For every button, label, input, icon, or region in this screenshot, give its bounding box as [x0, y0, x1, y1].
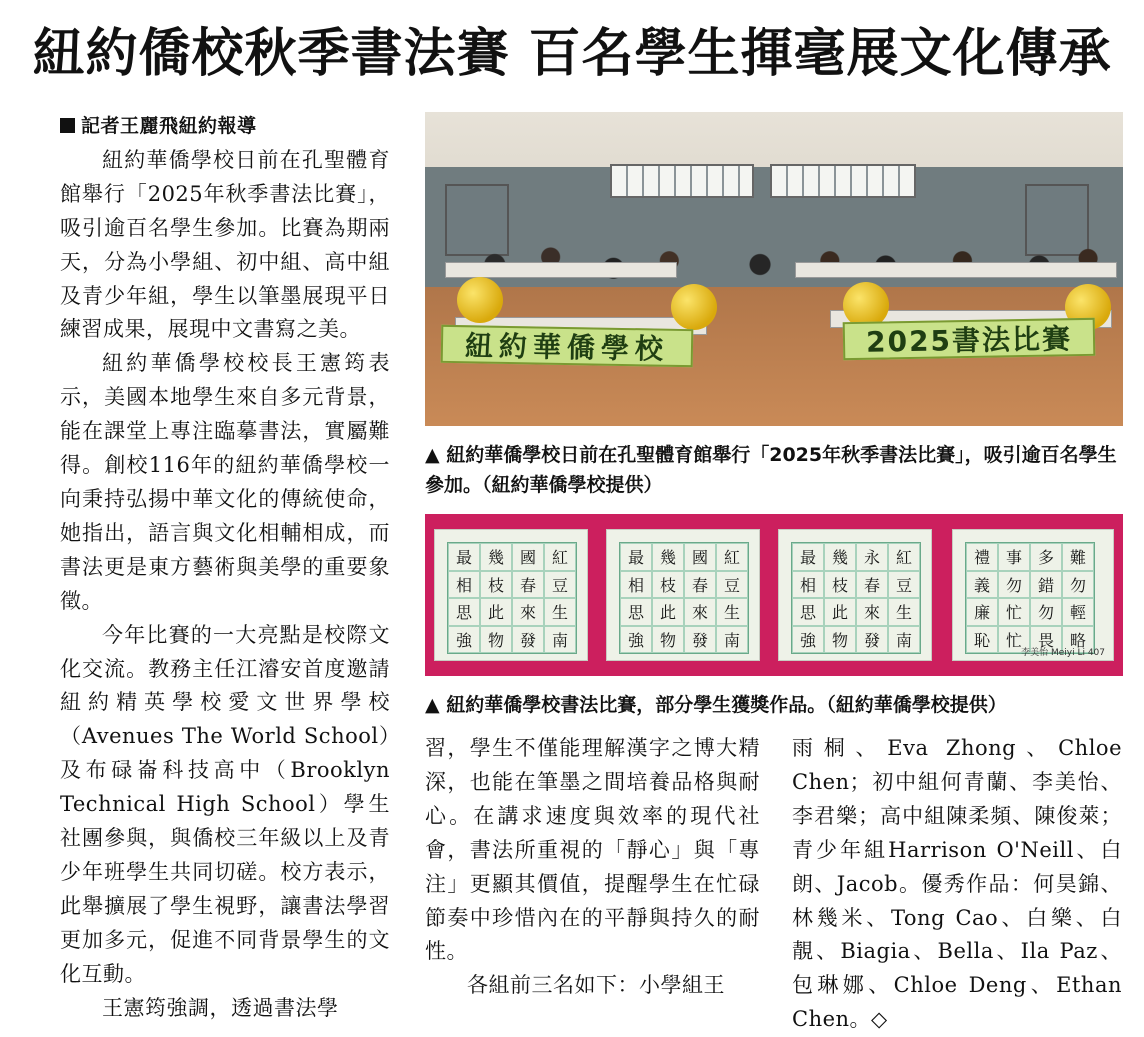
calligraphy-character: 相 — [448, 571, 480, 599]
calligraphy-character: 禮 — [966, 543, 998, 571]
calligraphy-character: 思 — [792, 598, 824, 626]
calligraphy-sheet — [953, 530, 1113, 660]
calligraphy-character: 枝 — [480, 571, 512, 599]
square-bullet-icon — [60, 118, 75, 133]
calligraphy-character: 來 — [856, 598, 888, 626]
calligraphy-character: 豆 — [888, 571, 920, 599]
paragraph: 紐約華僑學校日前在孔聖體育館舉行「2025年秋季書法比賽」，吸引逾百名學生參加。比賽為期兩天，分為小學組、初中組、高中組及青少年組，學生以筆墨展現平日練習成果，展現中文書寫之美。 — [60, 147, 390, 342]
paragraph: 王憲筠強調，透過書法學 — [102, 995, 339, 1020]
calligraphy-sheet — [607, 530, 759, 660]
calligraphy-character: 勿 — [1062, 571, 1094, 599]
calligraphy-character: 最 — [792, 543, 824, 571]
photo2-caption: ▲ 紐約華僑學校書法比賽，部分學生獲獎作品。（紐約華僑學校提供） — [425, 694, 1007, 716]
student-signature: 李美怡 Meiyi Li 407 — [1021, 648, 1105, 658]
calligraphy-character: 國 — [512, 543, 544, 571]
calligraphy-character: 強 — [448, 626, 480, 654]
calligraphy-character: 此 — [652, 598, 684, 626]
calligraphy-sheet — [779, 530, 931, 660]
calligraphy-character: 發 — [856, 626, 888, 654]
calligraphy-character: 紅 — [716, 543, 748, 571]
calligraphy-character: 永 — [856, 543, 888, 571]
calligraphy-works-photo — [425, 514, 1123, 676]
table — [445, 262, 677, 278]
calligraphy-character: 幾 — [824, 543, 856, 571]
calligraphy-character: 發 — [684, 626, 716, 654]
calligraphy-character: 枝 — [652, 571, 684, 599]
calligraphy-character: 強 — [620, 626, 652, 654]
article-column-3 — [792, 732, 1122, 1037]
calligraphy-character: 枝 — [824, 571, 856, 599]
calligraphy-sheet — [435, 530, 587, 660]
calligraphy-character: 物 — [824, 626, 856, 654]
calligraphy-character: 畏 — [1030, 626, 1062, 654]
balloon — [457, 277, 503, 323]
calligraphy-character: 豆 — [544, 571, 576, 599]
calligraphy-character: 南 — [888, 626, 920, 654]
gym-window — [610, 164, 754, 198]
calligraphy-character: 難 — [1062, 543, 1094, 571]
balloon — [671, 284, 717, 330]
calligraphy-character: 思 — [448, 598, 480, 626]
article-column-1 — [60, 110, 390, 1025]
paragraph: 習，學生不僅能理解漢字之博大精深，也能在筆墨之間培養品格與耐心。在講求速度與效率的現代社會，書法所重視的「靜心」與「專注」更顯其價值，提醒學生在忙碌節奏中珍惜內在的平靜與持久的耐性。 — [425, 736, 760, 964]
calligraphy-character: 輕 — [1062, 598, 1094, 626]
calligraphy-character: 義 — [966, 571, 998, 599]
calligraphy-character: 國 — [684, 543, 716, 571]
calligraphy-character: 相 — [620, 571, 652, 599]
calligraphy-character: 廉 — [966, 598, 998, 626]
paragraph: 今年比賽的一大亮點是校際文化交流。教務主任江濬安首度邀請紐約精英學校愛文世界學校（Avenues The World School）及布碌崙科技高中（Brooklyn Technical High School）學生社團參與，與僑校三年級以上及青少年班學生共同切磋。校方表示，此舉擴展了學生視野，讓書法學習更加多元，促進不同背景學生的文化互動。 — [60, 622, 390, 986]
byline-text: 記者王麗飛紐約報導 — [81, 115, 257, 137]
calligraphy-character: 物 — [652, 626, 684, 654]
calligraphy-character: 忙 — [998, 626, 1030, 654]
calligraphy-character: 幾 — [652, 543, 684, 571]
calligraphy-character: 事 — [998, 543, 1030, 571]
photo1-caption: ▲ 紐約華僑學校日前在孔聖體育館舉行「2025年秋季書法比賽」，吸引逾百名學生參加。（紐約華僑學校提供） — [425, 444, 1117, 496]
calligraphy-character: 來 — [684, 598, 716, 626]
headline: 紐約僑校秋季書法賽 百名學生揮毫展文化傳承 — [32, 24, 1112, 84]
calligraphy-character: 此 — [480, 598, 512, 626]
table — [795, 262, 1117, 278]
calligraphy-character: 思 — [620, 598, 652, 626]
calligraphy-character: 紅 — [888, 543, 920, 571]
calligraphy-character: 春 — [856, 571, 888, 599]
calligraphy-character: 豆 — [716, 571, 748, 599]
calligraphy-character: 勿 — [1030, 598, 1062, 626]
gym-window — [770, 164, 916, 198]
calligraphy-character: 生 — [544, 598, 576, 626]
calligraphy-character: 來 — [512, 598, 544, 626]
calligraphy-character: 生 — [716, 598, 748, 626]
calligraphy-character: 忙 — [998, 598, 1030, 626]
calligraphy-character: 春 — [512, 571, 544, 599]
calligraphy-character: 此 — [824, 598, 856, 626]
calligraphy-character: 多 — [1030, 543, 1062, 571]
calligraphy-character: 物 — [480, 626, 512, 654]
calligraphy-character: 幾 — [480, 543, 512, 571]
calligraphy-character: 恥 — [966, 626, 998, 654]
character-grid — [965, 542, 1095, 654]
byline — [60, 110, 390, 144]
calligraphy-character: 南 — [544, 626, 576, 654]
calligraphy-character: 勿 — [998, 571, 1030, 599]
paragraph: 各組前三名如下：小學組王 — [467, 973, 725, 998]
calligraphy-character: 略 — [1062, 626, 1094, 654]
contest-banner: 2025書法比賽 — [843, 318, 1096, 360]
character-grid — [447, 542, 577, 654]
calligraphy-character: 紅 — [544, 543, 576, 571]
character-grid — [619, 542, 749, 654]
calligraphy-character: 錯 — [1030, 571, 1062, 599]
calligraphy-character: 發 — [512, 626, 544, 654]
calligraphy-character: 春 — [684, 571, 716, 599]
calligraphy-character: 最 — [448, 543, 480, 571]
school-banner: 紐約華僑學校 — [441, 325, 694, 367]
character-grid — [791, 542, 921, 654]
article-column-2 — [425, 732, 760, 1003]
gym-contest-photo — [425, 112, 1123, 426]
calligraphy-character: 最 — [620, 543, 652, 571]
paragraph: 紐約華僑學校校長王憲筠表示，美國本地學生來自多元背景，能在課堂上專注臨摹書法，實屬難得。創校116年的紐約華僑學校一向秉持弘揚中華文化的傳統使命，她指出，語言與文化相輔相成，而書法更是東方藝術與美學的重要象徵。 — [60, 351, 390, 613]
calligraphy-character: 相 — [792, 571, 824, 599]
calligraphy-character: 強 — [792, 626, 824, 654]
paragraph: 雨桐、Eva Zhong、Chloe Chen；初中組何青蘭、李美怡、李君樂；高中組陳柔頻、陳俊萊；青少年組Harrison O'Neill、白朗、Jacob。優秀作品：何昊錦、林幾米、Tong Cao、白樂、白靚、Biagia、Bella、Ila Paz、包琳娜、Chloe Deng、Ethan Chen。◇ — [792, 736, 1122, 1032]
calligraphy-character: 生 — [888, 598, 920, 626]
calligraphy-character: 南 — [716, 626, 748, 654]
